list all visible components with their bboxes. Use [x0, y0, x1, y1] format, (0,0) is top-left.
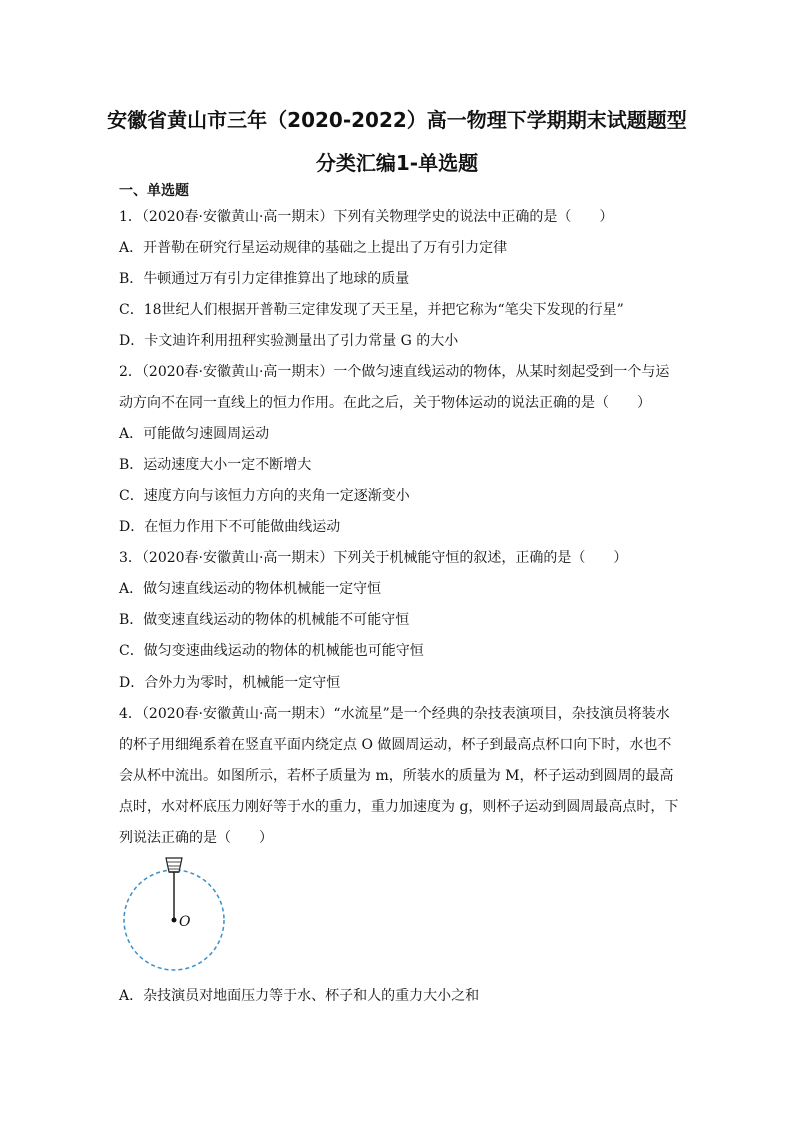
question-1-option-b: B．牛顿通过万有引力定律推算出了地球的质量 [119, 271, 410, 287]
question-1-stem: 1．（2020春·安徽黄山·高一期末）下列有关物理学史的说法中正确的是（ ） [119, 209, 614, 225]
question-3-option-a: A．做匀速直线运动的物体机械能一定守恒 [119, 581, 382, 597]
question-3-option-d: D．合外力为零时，机械能一定守恒 [119, 675, 341, 691]
question-4-stem-line1: 4．（2020春·安徽黄山·高一期末）“水流星”是一个经典的杂技表演项目，杂技演员将装水 [119, 706, 670, 722]
question-1-option-d: D．卡文迪许利用扭秤实验测量出了引力常量 G 的大小 [119, 333, 459, 349]
center-label: O [179, 914, 191, 930]
question-2-option-b: B．运动速度大小一定不断增大 [119, 457, 312, 473]
water-meteor-figure [119, 855, 231, 979]
question-4-stem-line4: 点时，水对杯底压力刚好等于水的重力，重力加速度为 g，则杯子运动到圆周最高点时，下 [119, 799, 679, 815]
document-title-line2: 分类汇编1-单选题 [315, 151, 479, 175]
question-2-option-c: C．速度方向与该恒力方向的夹角一定逐渐变小 [119, 488, 410, 504]
question-4-stem-line5: 列说法正确的是（ ） [119, 830, 273, 846]
question-3-option-c: C．做匀变速曲线运动的物体的机械能也可能守恒 [119, 643, 424, 659]
cup-icon [166, 858, 182, 872]
question-2-stem-line1: 2．（2020春·安徽黄山·高一期末）一个做匀速直线运动的物体，从某时刻起受到一个与运 [119, 364, 670, 380]
center-point [172, 918, 177, 923]
section-heading: 一、单选题 [119, 183, 189, 199]
question-3-stem: 3．（2020春·安徽黄山·高一期末）下列关于机械能守恒的叙述，正确的是（ ） [119, 550, 628, 566]
question-2-stem-line2: 动方向不在同一直线上的恒力作用。在此之后，关于物体运动的说法正确的是（ ） [119, 395, 651, 411]
question-1-option-c: C．18世纪人们根据开普勒三定律发现了天王星，并把它称为“笔尖下发现的行星” [119, 302, 624, 318]
question-2-option-a: A．可能做匀速圆周运动 [119, 426, 270, 442]
question-4-stem-line2: 的杯子用细绳系着在竖直平面内绕定点 O 做圆周运动，杯子到最高点杯口向下时，水也不 [119, 737, 672, 753]
question-1-option-a: A．开普勒在研究行星运动规律的基础之上提出了万有引力定律 [119, 240, 508, 256]
question-2-option-d: D．在恒力作用下不可能做曲线运动 [119, 519, 341, 535]
question-4-option-a: A．杂技演员对地面压力等于水、杯子和人的重力大小之和 [119, 988, 480, 1004]
question-4-stem-line3: 会从杯中流出。如图所示，若杯子质量为 m，所装水的质量为 M，杯子运动到圆周的最高 [119, 768, 674, 784]
document-title-line1: 安徽省黄山市三年（2020-2022）高一物理下学期期末试题题型 [107, 108, 687, 132]
question-3-option-b: B．做变速直线运动的物体的机械能不可能守恒 [119, 612, 410, 628]
